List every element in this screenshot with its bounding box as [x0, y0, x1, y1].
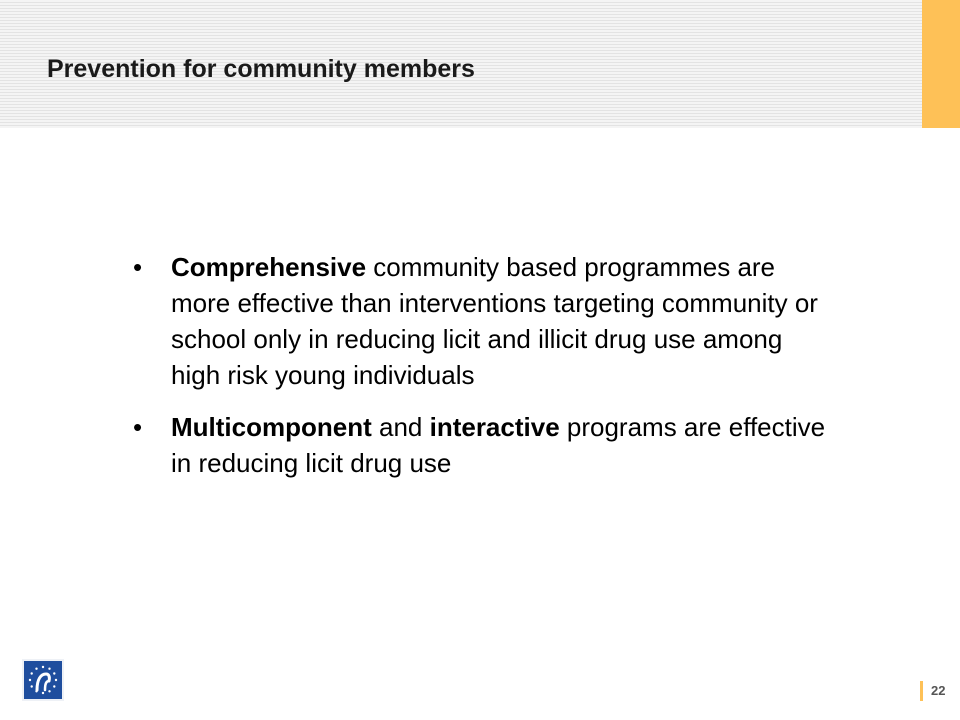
bullet-body: and [371, 412, 430, 442]
accent-bar [922, 0, 960, 128]
slide-title: Prevention for community members [47, 55, 475, 83]
bullet-item [133, 249, 833, 393]
bullet-list [133, 249, 833, 497]
bullet-dot: • [133, 412, 143, 442]
bullet-body: programs are effective in reducing licit drug use [171, 412, 826, 478]
bullet-dot: • [133, 252, 143, 282]
bullet-item [133, 409, 833, 481]
page-rule [920, 681, 923, 701]
page-footer [920, 680, 945, 702]
bullet-emphasis: interactive [429, 412, 560, 442]
bullet-emphasis: Multicomponent [171, 412, 372, 442]
page-number: 22 [931, 683, 946, 698]
bullet-emphasis: Comprehensive [171, 252, 367, 282]
bullet-text [171, 412, 825, 478]
bullet-text [171, 252, 818, 390]
bullet-body: community based programmes are more effective than interventions targeting community or school only in reducing licit and illicit drug use among high risk young individuals [171, 252, 818, 390]
emcdda-logo-icon [22, 659, 64, 701]
